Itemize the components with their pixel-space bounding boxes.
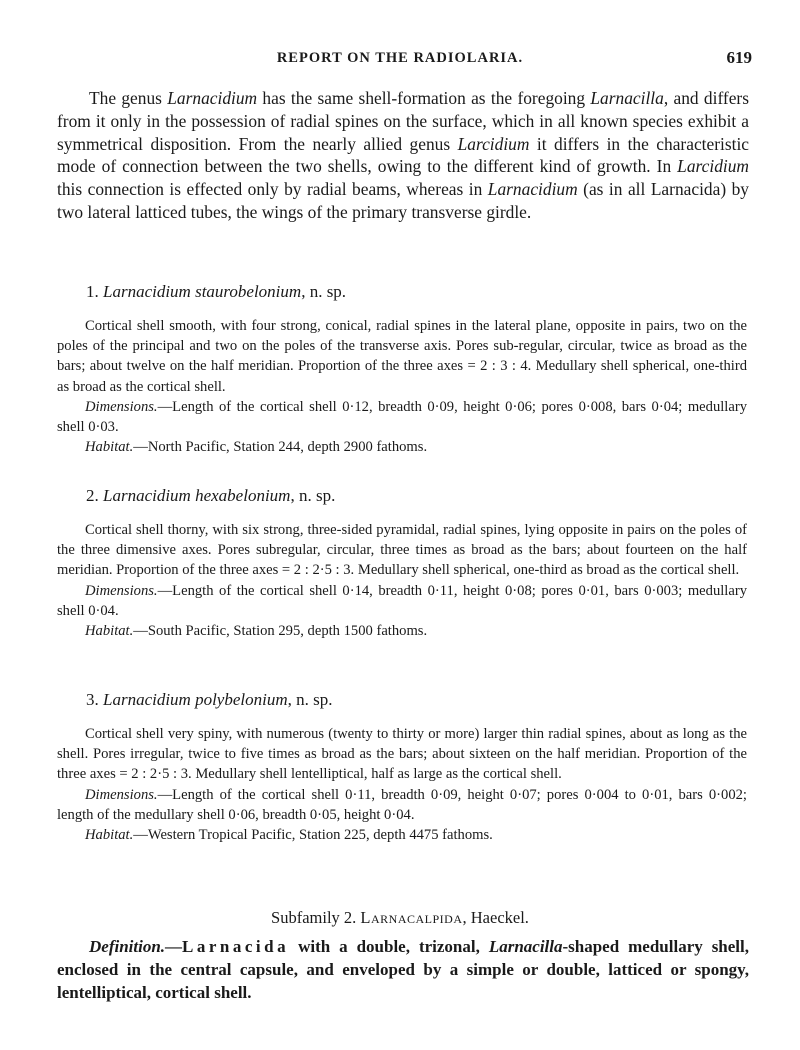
species-dimensions: Dimensions.—Length of the cortical shell 0·12, breadth 0·09, height 0·06; pores 0·008, bars 0·04; medullary shell 0·03. — [57, 398, 747, 436]
species-description: Cortical shell smooth, with four strong, conical, radial spines in the lateral plane, opposite in pairs, two on the poles of the principal and two on the poles of the transverse axis. Pores sub-regular, circular, twice as broad as the bars; about twelve on the half meridian. Proportion of the three axes = 2 : 3 : 4. Medullary shell spherical, one-third as broad as the cortical shell. — [57, 318, 747, 395]
species-heading-3: 3. Larnacidium polybelonium, n. sp. — [86, 690, 333, 709]
species-description: Cortical shell thorny, with six strong, three-sided pyramidal, radial spines, lying opposite in pairs on the poles of the three dimensive axes. Pores subregular, circular, three times as broad as the bars; about fourteen on the half meridian. Proportion of the three axes = 2 : 2·5 : 3. Medullary shell spherical, one-third as broad as the cortical shell. — [57, 522, 747, 579]
species-entry-3 — [57, 724, 747, 845]
subfamily-heading: Subfamily 2. Larnacalpida, Haeckel. — [271, 908, 529, 927]
genus-name: Larnacidium — [487, 179, 578, 200]
species-habitat: Habitat.—Western Tropical Pacific, Station 225, depth 4475 fathoms. — [85, 827, 493, 844]
species-habitat: Habitat.—North Pacific, Station 244, depth 2900 fathoms. — [85, 439, 428, 456]
species-habitat: Habitat.—South Pacific, Station 295, depth 1500 fathoms. — [85, 623, 428, 640]
species-dimensions: Dimensions.—Length of the cortical shell 0·11, breadth 0·09, height 0·07; pores 0·004 to 0·01, bars 0·002; length of the medullary shell 0·06, breadth 0·05, height 0·04. — [57, 786, 747, 823]
group-name: Larnacida — [182, 937, 290, 956]
intro-paragraph: The genus Larnacidium has the same shell-formation as the foregoing Larnacilla, and differs from it only in the possession of radial spines on the surface, which in all known species exhibit a symmetrical disposition. From the nearly allied genus Larcidium it differs in the characteristic mode of connection between the two shells, owing to the different kind of growth. In Larcidium this connection is effected only by radial beams, whereas in Larnacidium (as in all Larnacida) by two lateral latticed tubes, the wings of the primary transverse girdle. — [57, 88, 749, 222]
genus-name: Larnacidium — [167, 88, 258, 108]
running-title: REPORT ON THE RADIOLARIA. — [276, 50, 524, 66]
genus-name: Larnacilla — [590, 88, 664, 108]
species-heading-1: 1. Larnacidium staurobelonium, n. sp. — [86, 282, 347, 301]
definition-label: Definition. — [89, 937, 166, 956]
species-dimensions: Dimensions.—Length of the cortical shell 0·14, breadth 0·11, height 0·08; pores 0·01, bars 0·003; medullary shell 0·04. — [57, 582, 747, 619]
definition-paragraph: Definition.—Larnacida with a double, trizonal, Larnacilla-shaped medullary shell, enclosed in the central capsule, and enveloped by a simple or double, latticed or spongy, lentelliptical, cortical shell. — [57, 937, 750, 1002]
running-head — [0, 50, 800, 70]
genus-name: Larnacilla — [488, 937, 563, 956]
species-entry-1 — [57, 316, 747, 457]
species-heading-2: 2. Larnacidium hexabelonium, n. sp. — [86, 486, 336, 505]
genus-name: Larcidium — [457, 133, 530, 154]
species-description: Cortical shell very spiny, with numerous (twenty to thirty or more) larger thin radial spines, about as long as the shell. Pores irregular, twice to five times as broad as the bars; about sixteen on the half meridian. Proportion of the three axes = 2 : 2·5 : 3. Medullary shell lentelliptical, half as large as the cortical shell. — [57, 726, 747, 783]
genus-name: Larcidium — [677, 156, 749, 177]
page-number: 619 — [726, 48, 752, 67]
species-entry-2 — [57, 520, 747, 641]
